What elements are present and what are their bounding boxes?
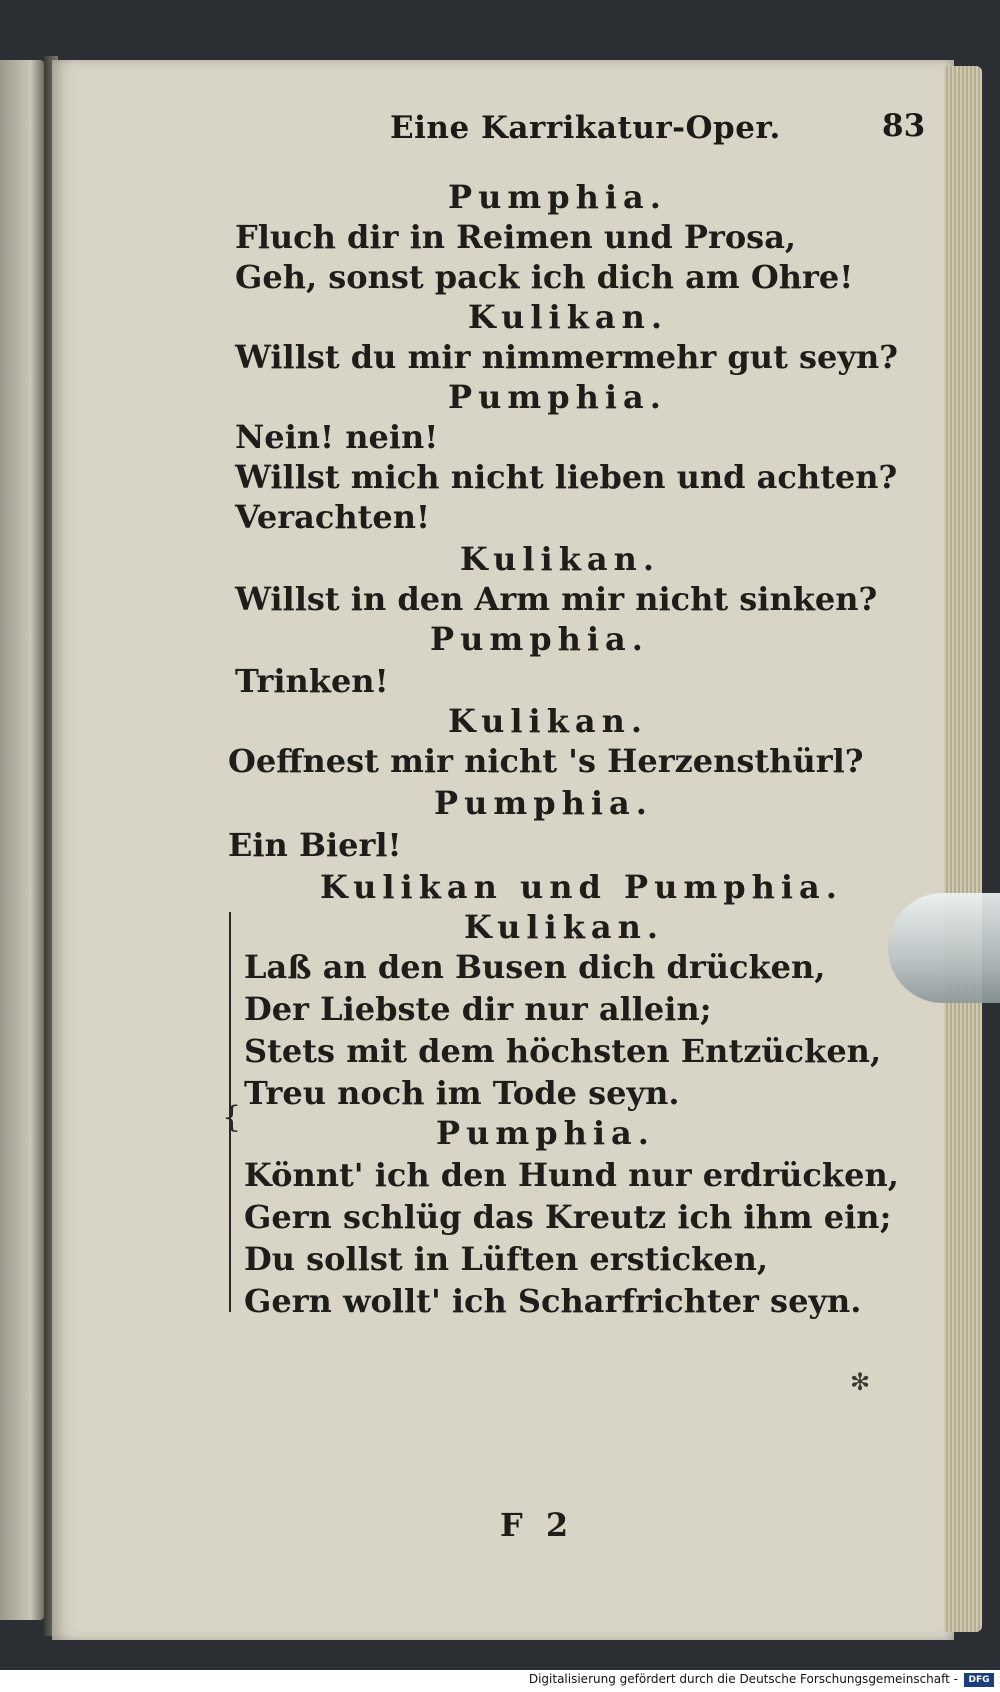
- book-page: [52, 60, 954, 1640]
- funding-credit: Digitalisierung gefördert durch die Deutsche Forschungsgemeinschaft -: [528, 1672, 958, 1686]
- verse-line: Der Liebste dir nur allein;: [244, 990, 712, 1028]
- speaker-line: Kulikan und Pumphia.: [320, 868, 843, 906]
- verse-line: Stets mit dem höchsten Entzücken,: [244, 1032, 882, 1070]
- verse-line: Gern schlüg das Kreutz ich ihm ein;: [244, 1198, 892, 1236]
- speaker-line: Pumphia.: [434, 784, 653, 822]
- speaker-line: Kulikan.: [468, 298, 668, 336]
- page-clip: [888, 893, 1000, 1003]
- verse-line: Ein Bierl!: [228, 826, 402, 864]
- speaker-line: Pumphia.: [436, 1114, 655, 1152]
- ornament: ✻: [850, 1368, 871, 1396]
- verse-line: Geh, sonst pack ich dich am Ohre!: [235, 258, 854, 296]
- verse-line: Laß an den Busen dich drücken,: [244, 948, 826, 986]
- verse-line: Gern wollt' ich Scharfrichter seyn.: [244, 1282, 862, 1320]
- speaker-line: Kulikan.: [460, 540, 660, 578]
- verse-line: Willst in den Arm mir nicht sinken?: [235, 580, 878, 618]
- speaker-line: Pumphia.: [430, 620, 649, 658]
- dfg-logo: DFG: [964, 1673, 994, 1687]
- verse-line: Trinken!: [235, 662, 389, 700]
- facing-page-edge: [0, 60, 44, 1620]
- speaker-line: Pumphia.: [448, 178, 667, 216]
- verse-line: Könnt' ich den Hund nur erdrücken,: [244, 1156, 899, 1194]
- verse-line: Fluch dir in Reimen und Prosa,: [235, 218, 797, 256]
- page-stack-edge: [944, 66, 982, 1632]
- verse-line: Verachten!: [235, 498, 431, 536]
- verse-line: Oeffnest mir nicht 's Herzensthürl?: [228, 742, 864, 780]
- brace-point: {: [222, 1100, 242, 1135]
- speaker-line: Kulikan.: [448, 702, 648, 740]
- verse-line: Treu noch im Tode seyn.: [244, 1074, 680, 1112]
- speaker-line: Pumphia.: [448, 378, 667, 416]
- verse-line: Willst mich nicht lieben und achten?: [235, 458, 898, 496]
- verse-line: Willst du mir nimmermehr gut seyn?: [235, 338, 898, 376]
- speaker-line: Kulikan.: [464, 908, 664, 946]
- verse-line: Nein! nein!: [235, 418, 439, 456]
- page-number: 83: [882, 108, 926, 144]
- signature-mark: F 2: [500, 1506, 575, 1544]
- verse-line: Du sollst in Lüften ersticken,: [244, 1240, 768, 1278]
- running-header: Eine Karrikatur-Oper.: [390, 110, 781, 146]
